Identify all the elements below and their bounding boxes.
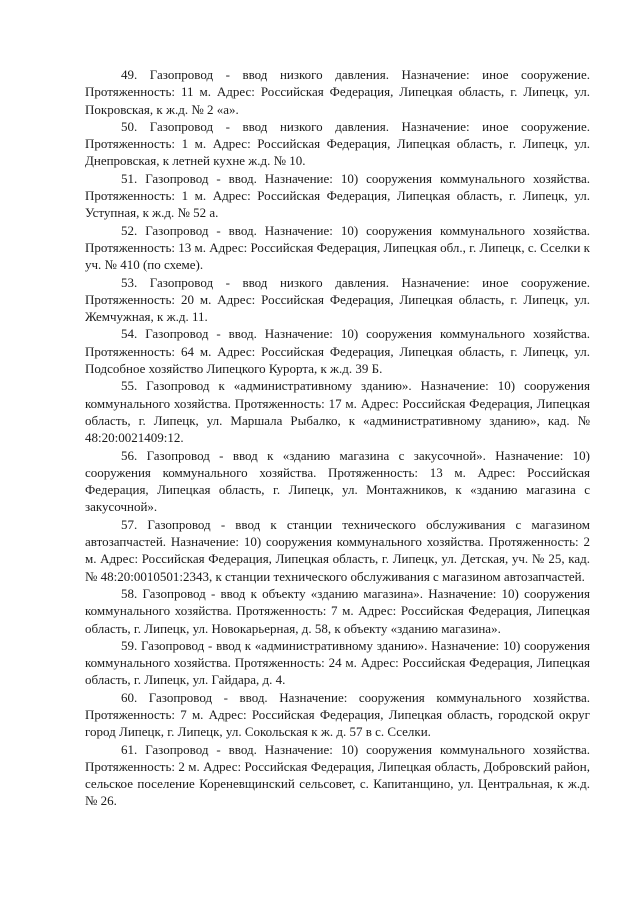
document-page (85, 66, 590, 810)
list-item: 50. Газопровод - ввод низкого давления. Назначение: иное сооружение. Протяженность: 1 м. Адрес: Российская Федерация, Липецкая область, г. Липецк, ул. Днепровская, к летней кухне ж.д. № 10. (85, 118, 590, 169)
list-item: 55. Газопровод к «административному зданию». Назначение: 10) сооружения коммунального хозяйства. Протяженность: 17 м. Адрес: Российская Федерация, Липецкая область, г. Липецк, ул. Маршала Рыбалко, к «административному зданию», кад. № 48:20:0021409:12. (85, 378, 590, 446)
list-item: 51. Газопровод - ввод. Назначение: 10) сооружения коммунального хозяйства. Протяженность: 1 м. Адрес: Российская Федерация, Липецкая область, г. Липецк, ул. Уступная, к ж.д. № 52 а. (85, 170, 590, 221)
list-item: 59. Газопровод - ввод к «административному зданию». Назначение: 10) сооружения коммунального хозяйства. Протяженность: 24 м. Адрес: Российская Федерация, Липецкая область, г. Липецк, ул. Гайдара, д. 4. (85, 637, 590, 688)
list-item: 61. Газопровод - ввод. Назначение: 10) сооружения коммунального хозяйства. Протяженность: 2 м. Адрес: Российская Федерация, Липецкая область, Добровский район, сельское поселение Кореневщинский сельсовет, с. Капитанщино, ул. Центральная, к ж.д. № 26. (85, 741, 590, 809)
list-item: 58. Газопровод - ввод к объекту «зданию магазина». Назначение: 10) сооружения коммунального хозяйства. Протяженность: 7 м. Адрес: Российская Федерация, Липецкая область, г. Липецк, ул. Новокарьерная, д. 58, к объекту «зданию магазина». (85, 585, 590, 636)
list-item: 49. Газопровод - ввод низкого давления. Назначение: иное сооружение. Протяженность: 11 м. Адрес: Российская Федерация, Липецкая область, г. Липецк, ул. Покровская, к ж.д. № 2 «а». (85, 67, 590, 117)
list-item: 60. Газопровод - ввод. Назначение: сооружения коммунального хозяйства. Протяженность: 7 м. Адрес: Российская Федерация, Липецкая область, городской округ город Липецк, г. Липецк, ул. Сокольская к ж. д. 57 в с. Сселки. (85, 689, 590, 740)
list-item: 52. Газопровод - ввод. Назначение: 10) сооружения коммунального хозяйства. Протяженность: 13 м. Адрес: Российская Федерация, Липецкая обл., г. Липецк, с. Сселки к уч. № 410 (по схеме). (85, 222, 590, 273)
list-item: 57. Газопровод - ввод к станции технического обслуживания с магазином автозапчастей. Назначение: 10) сооружения коммунального хозяйства. Протяженность: 2 м. Адрес: Российская Федерация, Липецкая область, г. Липецк, ул. Детская, уч. № 25, кад. № 48:20:0010501:2343, к станции технического обслуживания с магазином автозапчастей. (85, 516, 590, 584)
list-item: 53. Газопровод - ввод низкого давления. Назначение: иное сооружение. Протяженность: 20 м. Адрес: Российская Федерация, Липецкая область, г. Липецк, ул. Жемчужная, к ж.д. 11. (85, 274, 590, 325)
list-item: 54. Газопровод - ввод. Назначение: 10) сооружения коммунального хозяйства. Протяженность: 64 м. Адрес: Российская Федерация, Липецкая область, г. Липецк, ул. Подсобное хозяйство Липецкого Курорта, к ж.д. 39 Б. (85, 326, 590, 377)
list-item: 56. Газопровод - ввод к «зданию магазина с закусочной». Назначение: 10) сооружения коммунального хозяйства. Протяженность: 13 м. Адрес: Российская Федерация, Липецкая область, г. Липецк, ул. Монтажников, к «зданию магазина с закусочной». (85, 447, 590, 515)
